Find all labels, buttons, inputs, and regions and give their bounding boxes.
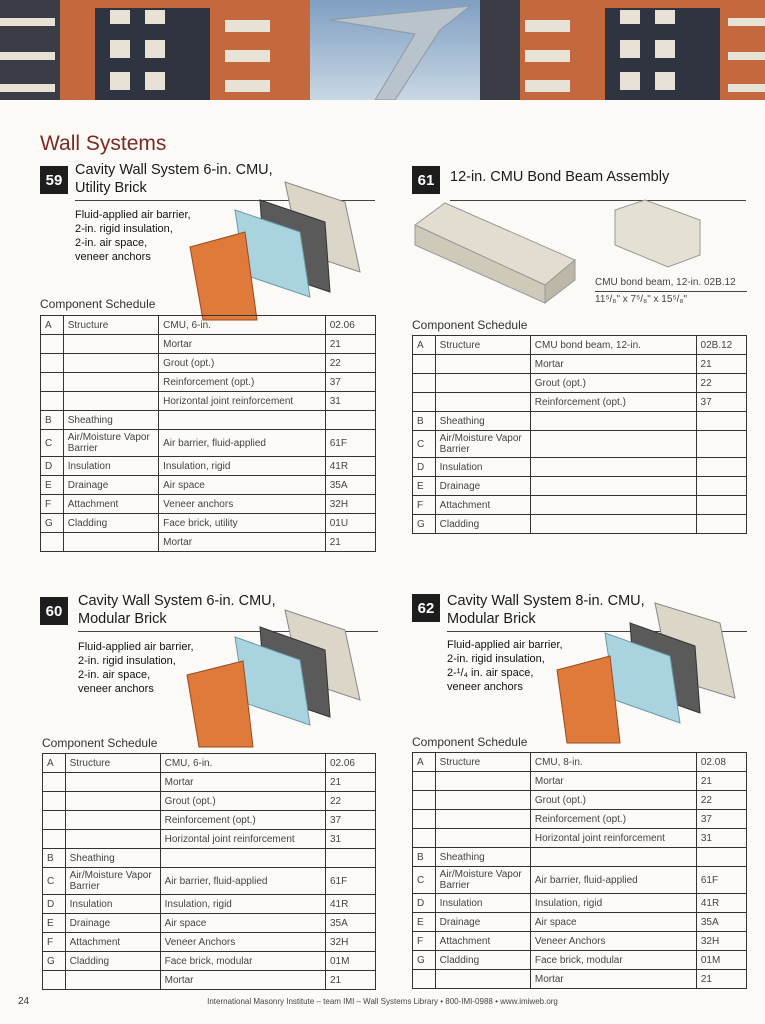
table-row (43, 971, 376, 990)
table-cell-code: A (413, 753, 436, 772)
system-number-badge: 59 (40, 166, 68, 194)
table-cell-code: B (41, 411, 64, 430)
table-row (413, 848, 747, 867)
table-cell-ref: 21 (325, 773, 375, 792)
table-cell-code: F (413, 932, 436, 951)
system-title: 12-in. CMU Bond Beam Assembly (450, 169, 670, 185)
table-cell-code: G (413, 515, 436, 534)
table-cell-ref (325, 849, 375, 868)
table-cell-code (43, 773, 66, 792)
schedule-label: Component Schedule (42, 736, 158, 750)
table-cell-ref: 35A (696, 913, 746, 932)
table-cell-component: Attachment (63, 495, 158, 514)
table-cell-component (435, 791, 530, 810)
table-row (41, 316, 376, 335)
table-cell-code (413, 829, 436, 848)
table-cell-material: Insulation, rigid (530, 894, 696, 913)
system-title-line: Utility Brick (75, 180, 147, 196)
table-cell-code (413, 810, 436, 829)
table-row (41, 354, 376, 373)
system-number-badge: 61 (412, 166, 440, 194)
table-cell-code (41, 392, 64, 411)
table-cell-material: Face brick, modular (160, 952, 325, 971)
table-cell-component (63, 354, 158, 373)
table-cell-code (43, 830, 66, 849)
table-row (43, 754, 376, 773)
table-row (413, 753, 747, 772)
table-cell-code (41, 533, 64, 552)
table-cell-code: D (41, 457, 64, 476)
table-row (413, 772, 747, 791)
table-cell-code: G (41, 514, 64, 533)
table-cell-code: F (413, 496, 436, 515)
table-cell-ref: 41R (325, 895, 375, 914)
table-cell-component: Cladding (65, 952, 160, 971)
table-cell-ref: 22 (696, 791, 746, 810)
schedule-label: Component Schedule (40, 297, 156, 311)
table-cell-component (65, 971, 160, 990)
table-cell-component (63, 533, 158, 552)
table-cell-code: D (413, 458, 436, 477)
table-cell-code (413, 393, 436, 412)
table-row (41, 533, 376, 552)
table-cell-component: Insulation (435, 458, 530, 477)
description-line: veneer anchors (447, 681, 523, 693)
table-cell-material: Air barrier, fluid-applied (160, 868, 325, 895)
table-cell-component (435, 829, 530, 848)
header-photo (0, 0, 765, 100)
table-row (43, 849, 376, 868)
table-cell-code: D (43, 895, 66, 914)
system-title-line: Cavity Wall System 6-in. CMU, (78, 593, 276, 609)
table-cell-material: Veneer Anchors (530, 932, 696, 951)
table-row (413, 932, 747, 951)
system-description (75, 208, 191, 264)
table-cell-component: Sheathing (435, 412, 530, 431)
component-schedule-table (40, 315, 376, 552)
table-row (413, 970, 747, 989)
table-cell-component (63, 335, 158, 354)
table-cell-component: Drainage (435, 913, 530, 932)
table-cell-material: CMU bond beam, 12-in. (530, 336, 696, 355)
table-cell-component (65, 792, 160, 811)
description-line: veneer anchors (75, 251, 151, 263)
table-cell-code: B (413, 848, 436, 867)
table-row (41, 495, 376, 514)
table-cell-material: Horizontal joint reinforcement (159, 392, 326, 411)
table-row (413, 951, 747, 970)
table-cell-ref: 31 (325, 830, 375, 849)
table-cell-ref (325, 411, 375, 430)
table-cell-material: Mortar (530, 970, 696, 989)
table-cell-code: C (41, 430, 64, 457)
table-row (413, 412, 747, 431)
table-cell-component: Structure (435, 336, 530, 355)
table-row (41, 373, 376, 392)
description-line: veneer anchors (78, 683, 154, 695)
table-cell-code: E (43, 914, 66, 933)
table-cell-component (63, 373, 158, 392)
table-cell-ref: 01M (325, 952, 375, 971)
table-cell-material (530, 412, 696, 431)
page-number: 24 (18, 996, 30, 1007)
table-row (41, 392, 376, 411)
table-cell-material: Face brick, modular (530, 951, 696, 970)
table-row (43, 933, 376, 952)
table-cell-code: E (413, 913, 436, 932)
table-cell-code: G (43, 952, 66, 971)
table-cell-material (159, 411, 326, 430)
table-cell-code: F (43, 933, 66, 952)
table-cell-component (65, 830, 160, 849)
table-cell-ref: 35A (325, 476, 375, 495)
table-cell-ref: 01U (325, 514, 375, 533)
bond-beam-illustration (410, 195, 750, 310)
table-cell-component (65, 811, 160, 830)
table-cell-code (43, 811, 66, 830)
table-cell-component: Sheathing (63, 411, 158, 430)
beam-caption: CMU bond beam, 12-in. 02B.12 (595, 277, 736, 288)
table-cell-component: Sheathing (65, 849, 160, 868)
wall-assembly-illustration (185, 172, 375, 327)
table-cell-code: A (41, 316, 64, 335)
table-cell-material: Insulation, rigid (159, 457, 326, 476)
table-cell-component: Insulation (435, 894, 530, 913)
table-cell-ref: 32H (696, 932, 746, 951)
system-title-line: Modular Brick (447, 611, 536, 627)
table-cell-component: Attachment (435, 932, 530, 951)
table-cell-component: Cladding (435, 515, 530, 534)
table-cell-code: D (413, 894, 436, 913)
table-row (413, 867, 747, 894)
table-cell-material: Mortar (530, 355, 696, 374)
table-cell-material: Mortar (159, 533, 326, 552)
table-cell-material: Veneer Anchors (160, 933, 325, 952)
table-cell-material: Grout (opt.) (159, 354, 326, 373)
table-cell-component: Cladding (63, 514, 158, 533)
table-row (413, 496, 747, 515)
table-cell-ref: 22 (325, 354, 375, 373)
table-row (413, 336, 747, 355)
table-row (41, 411, 376, 430)
table-row (413, 829, 747, 848)
table-cell-component: Insulation (63, 457, 158, 476)
table-cell-component: Structure (63, 316, 158, 335)
table-cell-ref (696, 431, 746, 458)
table-row (43, 811, 376, 830)
table-cell-ref: 02.06 (325, 316, 375, 335)
table-cell-ref: 21 (696, 355, 746, 374)
table-cell-material: Mortar (160, 773, 325, 792)
table-cell-ref (696, 515, 746, 534)
schedule-label: Component Schedule (412, 318, 528, 332)
system-title-line: Cavity Wall System 6-in. CMU, (75, 162, 273, 178)
table-cell-component (435, 970, 530, 989)
beam-dimensions: 11⁵/₈" x 7⁵/₈" x 15⁵/₈" (595, 294, 688, 305)
table-cell-component: Air/Moisture Vapor Barrier (435, 867, 530, 894)
table-cell-component: Drainage (435, 477, 530, 496)
table-cell-ref (696, 496, 746, 515)
table-cell-material: Face brick, utility (159, 514, 326, 533)
description-line: Fluid-applied air barrier, (75, 209, 191, 221)
table-cell-material: Air space (159, 476, 326, 495)
table-cell-code (43, 792, 66, 811)
description-line: 2-¹/₄ in. air space, (447, 667, 534, 679)
table-cell-ref: 21 (325, 971, 375, 990)
description-line: Fluid-applied air barrier, (78, 641, 194, 653)
system-number-badge: 62 (412, 594, 440, 622)
table-cell-material: Reinforcement (opt.) (530, 810, 696, 829)
table-row (413, 810, 747, 829)
table-cell-component: Air/Moisture Vapor Barrier (63, 430, 158, 457)
table-cell-code (413, 355, 436, 374)
table-cell-code (43, 971, 66, 990)
table-cell-ref: 37 (325, 373, 375, 392)
table-cell-component: Air/Moisture Vapor Barrier (65, 868, 160, 895)
table-cell-material: CMU, 8-in. (530, 753, 696, 772)
component-schedule-table (412, 752, 747, 989)
table-cell-component: Insulation (65, 895, 160, 914)
table-cell-code: E (413, 477, 436, 496)
table-cell-code (413, 791, 436, 810)
table-cell-material (160, 849, 325, 868)
table-cell-code (41, 335, 64, 354)
table-cell-component (435, 393, 530, 412)
table-cell-ref: 35A (325, 914, 375, 933)
table-cell-ref (696, 848, 746, 867)
table-cell-material (530, 458, 696, 477)
table-cell-ref: 21 (696, 970, 746, 989)
description-line: 2-in. rigid insulation, (75, 223, 173, 235)
table-cell-ref: 22 (325, 792, 375, 811)
table-cell-ref: 41R (325, 457, 375, 476)
wall-assembly-illustration (185, 605, 375, 755)
table-row (43, 895, 376, 914)
table-row (41, 457, 376, 476)
table-cell-code: B (43, 849, 66, 868)
page-section-title: Wall Systems (40, 132, 167, 155)
caption-rule (595, 291, 747, 292)
table-cell-code: C (43, 868, 66, 895)
table-cell-component (435, 772, 530, 791)
table-cell-ref: 41R (696, 894, 746, 913)
table-cell-ref: 21 (696, 772, 746, 791)
table-cell-ref: 61F (325, 430, 375, 457)
table-cell-component (63, 392, 158, 411)
table-row (43, 773, 376, 792)
table-cell-ref: 01M (696, 951, 746, 970)
table-cell-material: Air barrier, fluid-applied (159, 430, 326, 457)
table-cell-component: Structure (65, 754, 160, 773)
table-cell-component: Attachment (435, 496, 530, 515)
table-cell-component: Structure (435, 753, 530, 772)
system-number-badge: 60 (40, 597, 68, 625)
table-cell-material: Air barrier, fluid-applied (530, 867, 696, 894)
table-cell-ref: 61F (325, 868, 375, 895)
table-cell-code: G (413, 951, 436, 970)
table-cell-material: Mortar (159, 335, 326, 354)
table-cell-component: Air/Moisture Vapor Barrier (435, 431, 530, 458)
table-cell-material: Mortar (160, 971, 325, 990)
description-line: 2-in. rigid insulation, (447, 653, 545, 665)
table-cell-ref: 21 (325, 335, 375, 354)
table-row (413, 913, 747, 932)
table-row (413, 458, 747, 477)
table-row (43, 792, 376, 811)
table-cell-material: Grout (opt.) (530, 791, 696, 810)
table-cell-material: Veneer anchors (159, 495, 326, 514)
table-row (413, 393, 747, 412)
table-row (41, 476, 376, 495)
description-line: Fluid-applied air barrier, (447, 639, 563, 651)
table-row (413, 477, 747, 496)
table-cell-code (41, 354, 64, 373)
table-cell-material: Air space (160, 914, 325, 933)
table-cell-ref: 31 (325, 392, 375, 411)
system-title-line: Cavity Wall System 8-in. CMU, (447, 593, 645, 609)
table-cell-component: Drainage (63, 476, 158, 495)
component-schedule-table (412, 335, 747, 534)
table-cell-code: F (41, 495, 64, 514)
wall-assembly-illustration (555, 598, 747, 748)
table-cell-ref: 32H (325, 933, 375, 952)
description-line: 2-in. air space, (75, 237, 148, 249)
table-cell-code: C (413, 431, 436, 458)
table-cell-component (435, 374, 530, 393)
description-line: 2-in. air space, (78, 669, 151, 681)
footer-text: International Masonry Institute – team IMI – Wall Systems Library • 800-IMI-0988 • www.imiweb.org (207, 997, 558, 1006)
description-line: 2-in. rigid insulation, (78, 655, 176, 667)
table-cell-component: Drainage (65, 914, 160, 933)
table-cell-ref: 02B.12 (696, 336, 746, 355)
table-cell-code: A (43, 754, 66, 773)
table-cell-material (530, 496, 696, 515)
table-row (43, 952, 376, 971)
system-description (78, 640, 194, 696)
building-photo-illustration (0, 0, 765, 100)
table-cell-ref: 61F (696, 867, 746, 894)
table-cell-code: B (413, 412, 436, 431)
table-cell-component (435, 810, 530, 829)
table-cell-ref: 37 (325, 811, 375, 830)
table-cell-component: Cladding (435, 951, 530, 970)
table-cell-ref: 02.06 (325, 754, 375, 773)
table-cell-code: E (41, 476, 64, 495)
table-cell-ref (696, 412, 746, 431)
table-cell-material: Grout (opt.) (160, 792, 325, 811)
table-cell-code (413, 970, 436, 989)
table-cell-code (41, 373, 64, 392)
table-cell-material (530, 477, 696, 496)
table-cell-ref (696, 458, 746, 477)
table-cell-code (413, 772, 436, 791)
table-cell-material: Insulation, rigid (160, 895, 325, 914)
table-cell-material: Horizontal joint reinforcement (160, 830, 325, 849)
table-cell-code: C (413, 867, 436, 894)
table-row (413, 355, 747, 374)
table-row (43, 868, 376, 895)
table-cell-component: Attachment (65, 933, 160, 952)
table-cell-ref: 02.08 (696, 753, 746, 772)
table-cell-material: CMU, 6-in. (159, 316, 326, 335)
table-cell-ref: 37 (696, 393, 746, 412)
system-description (447, 638, 563, 694)
table-row (413, 431, 747, 458)
table-row (413, 894, 747, 913)
schedule-label: Component Schedule (412, 735, 528, 749)
table-cell-ref: 21 (325, 533, 375, 552)
table-cell-ref: 31 (696, 829, 746, 848)
table-cell-material: Reinforcement (opt.) (160, 811, 325, 830)
table-row (41, 514, 376, 533)
table-row (43, 914, 376, 933)
table-cell-code: A (413, 336, 436, 355)
table-cell-component: Sheathing (435, 848, 530, 867)
table-cell-material: Air space (530, 913, 696, 932)
table-cell-material: Horizontal joint reinforcement (530, 829, 696, 848)
system-title-line: Modular Brick (78, 611, 167, 627)
table-cell-material (530, 515, 696, 534)
table-cell-ref: 22 (696, 374, 746, 393)
table-row (413, 374, 747, 393)
table-cell-ref: 37 (696, 810, 746, 829)
table-row (413, 515, 747, 534)
table-cell-component (65, 773, 160, 792)
table-cell-component (435, 355, 530, 374)
table-cell-material: Grout (opt.) (530, 374, 696, 393)
table-row (41, 335, 376, 354)
table-cell-ref: 32H (325, 495, 375, 514)
table-cell-code (413, 374, 436, 393)
table-cell-material: Mortar (530, 772, 696, 791)
table-cell-ref (696, 477, 746, 496)
table-row (413, 791, 747, 810)
component-schedule-table (42, 753, 376, 990)
table-cell-material (530, 848, 696, 867)
table-cell-material (530, 431, 696, 458)
table-row (41, 430, 376, 457)
table-cell-material: Reinforcement (opt.) (159, 373, 326, 392)
table-cell-material: CMU, 6-in. (160, 754, 325, 773)
table-row (43, 830, 376, 849)
table-cell-material: Reinforcement (opt.) (530, 393, 696, 412)
